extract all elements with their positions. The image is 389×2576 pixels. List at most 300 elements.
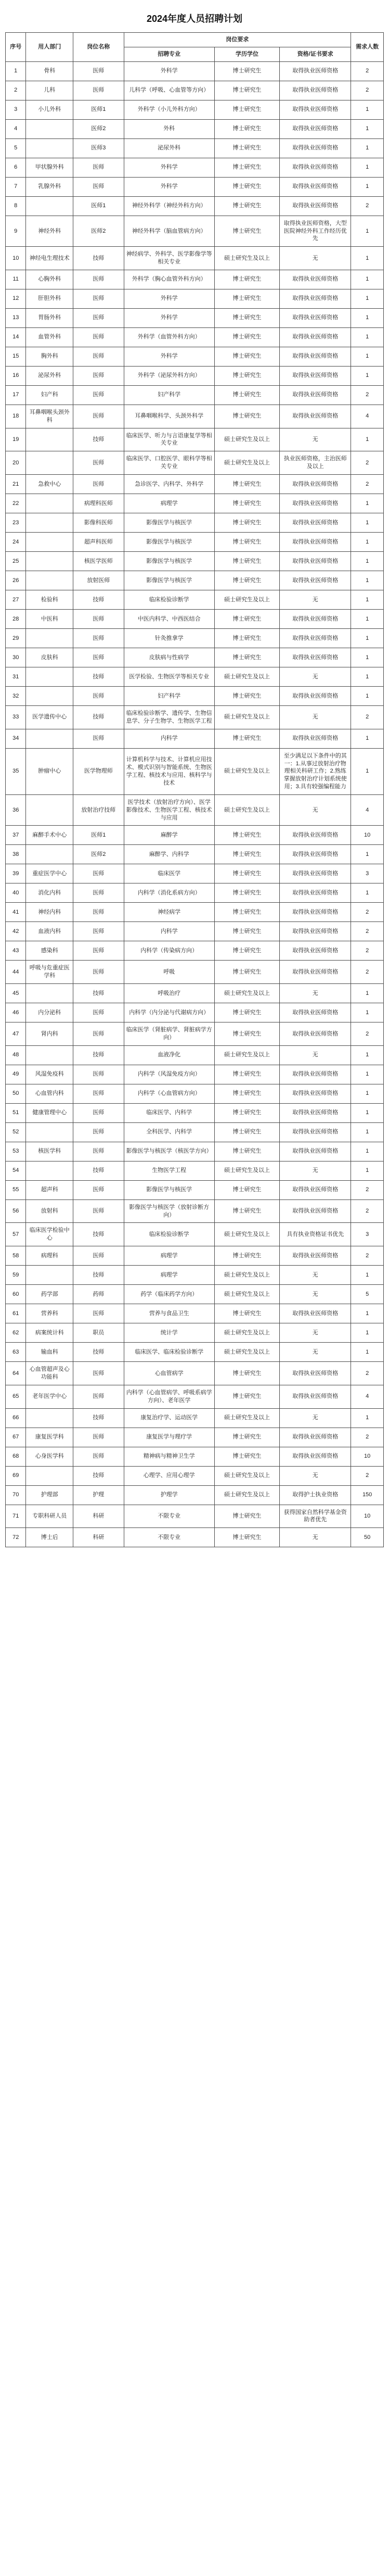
cell-major: 妇产科学 (124, 385, 214, 405)
cell-no: 58 (6, 1246, 26, 1266)
cell-dept: 耳鼻咽喉头颈外科 (26, 405, 73, 428)
cell-qualification: 取得执业医师资格 (280, 922, 351, 941)
cell-dept: 心胸外科 (26, 270, 73, 289)
cell-count: 2 (351, 705, 384, 729)
table-row (6, 590, 384, 609)
table-row (6, 883, 384, 903)
cell-dept: 检验科 (26, 590, 73, 609)
cell-major: 神经病学 (124, 903, 214, 922)
cell-dept: 医学遗传中心 (26, 705, 73, 729)
cell-qualification: 取得执业医师资格 (280, 61, 351, 81)
cell-dept: 胸外科 (26, 347, 73, 366)
cell-count: 1 (351, 667, 384, 686)
table-row (6, 748, 384, 794)
cell-major: 内科学 (124, 729, 214, 748)
cell-no: 42 (6, 922, 26, 941)
cell-count: 1 (351, 1065, 384, 1084)
table-row (6, 1223, 384, 1246)
cell-dept: 神经外科 (26, 216, 73, 247)
cell-education: 博士研究生 (214, 216, 279, 247)
cell-dept (26, 451, 73, 475)
cell-major: 病理学 (124, 1246, 214, 1266)
cell-no: 60 (6, 1285, 26, 1304)
cell-major: 外科学（泌尿外科方向） (124, 366, 214, 385)
table-row (6, 1485, 384, 1505)
cell-education: 博士研究生 (214, 826, 279, 845)
cell-qualification: 取得执业医师资格 (280, 845, 351, 864)
cell-position: 医师2 (73, 845, 124, 864)
cell-count: 1 (351, 100, 384, 119)
cell-major: 影像医学与核医学（放射诊断方向） (124, 1199, 214, 1223)
table-row (6, 1505, 384, 1528)
cell-position: 医师 (73, 1447, 124, 1466)
cell-count: 1 (351, 1304, 384, 1323)
cell-education: 博士研究生 (214, 196, 279, 216)
cell-count: 1 (351, 551, 384, 571)
cell-count: 2 (351, 385, 384, 405)
cell-major: 全科医学、内科学 (124, 1122, 214, 1142)
cell-position: 技师 (73, 705, 124, 729)
recruitment-table (5, 32, 384, 1547)
cell-qualification: 无 (280, 984, 351, 1003)
cell-count: 10 (351, 826, 384, 845)
table-row (6, 366, 384, 385)
header-requirements: 岗位要求 (124, 33, 351, 47)
cell-count: 1 (351, 428, 384, 451)
cell-education: 硕士研究生及以上 (214, 428, 279, 451)
cell-no: 20 (6, 451, 26, 475)
cell-major: 外科 (124, 119, 214, 138)
cell-no: 11 (6, 270, 26, 289)
cell-position: 医师 (73, 941, 124, 961)
cell-count: 1 (351, 1408, 384, 1428)
table-row (6, 984, 384, 1003)
cell-education: 博士研究生 (214, 609, 279, 628)
cell-major: 外科学 (124, 61, 214, 81)
cell-education: 硕士研究生及以上 (214, 1045, 279, 1065)
cell-count: 1 (351, 883, 384, 903)
cell-major: 药学（临床药学方向） (124, 1285, 214, 1304)
cell-education: 博士研究生 (214, 922, 279, 941)
cell-no: 18 (6, 405, 26, 428)
cell-dept: 麻醉手术中心 (26, 826, 73, 845)
cell-position: 技师 (73, 1408, 124, 1428)
cell-qualification: 取得执业医师资格 (280, 941, 351, 961)
cell-qualification: 无 (280, 794, 351, 826)
cell-count: 1 (351, 247, 384, 270)
cell-count: 3 (351, 864, 384, 883)
cell-qualification: 取得执业医师资格 (280, 1003, 351, 1022)
cell-qualification: 取得执业医师资格 (280, 385, 351, 405)
table-row (6, 571, 384, 590)
table-row (6, 158, 384, 177)
cell-education: 博士研究生 (214, 648, 279, 667)
cell-no: 48 (6, 1045, 26, 1065)
table-row (6, 1122, 384, 1142)
cell-qualification: 无 (280, 1343, 351, 1362)
cell-education: 博士研究生 (214, 405, 279, 428)
cell-education: 博士研究生 (214, 961, 279, 984)
cell-dept: 乳腺外科 (26, 177, 73, 196)
cell-position: 医师 (73, 1304, 124, 1323)
cell-education: 博士研究生 (214, 1304, 279, 1323)
cell-count: 3 (351, 1223, 384, 1246)
cell-major: 麻醉学 (124, 826, 214, 845)
table-row (6, 138, 384, 158)
cell-education: 硕士研究生及以上 (214, 667, 279, 686)
cell-major: 呼吸 (124, 961, 214, 984)
cell-no: 69 (6, 1466, 26, 1485)
cell-count: 2 (351, 1022, 384, 1046)
cell-dept (26, 1266, 73, 1285)
cell-count: 10 (351, 1505, 384, 1528)
table-row (6, 686, 384, 705)
cell-dept (26, 428, 73, 451)
cell-no: 9 (6, 216, 26, 247)
cell-position: 科研 (73, 1505, 124, 1528)
cell-education: 博士研究生 (214, 177, 279, 196)
cell-no: 29 (6, 628, 26, 648)
cell-count: 4 (351, 405, 384, 428)
cell-dept: 血管外科 (26, 327, 73, 347)
cell-no: 70 (6, 1485, 26, 1505)
cell-major: 麻醉学、内科学 (124, 845, 214, 864)
header-no: 序号 (6, 33, 26, 62)
cell-no: 71 (6, 1505, 26, 1528)
cell-qualification: 取得执业医师资格 (280, 119, 351, 138)
table-row (6, 1385, 384, 1408)
cell-qualification: 取得执业医师资格 (280, 1199, 351, 1223)
table-row (6, 1447, 384, 1466)
cell-major: 内科学（消化系病方向） (124, 883, 214, 903)
cell-major: 内科学（传染病方向） (124, 941, 214, 961)
cell-major: 血液净化 (124, 1045, 214, 1065)
cell-count: 1 (351, 1323, 384, 1343)
cell-education: 博士研究生 (214, 1362, 279, 1385)
cell-count: 10 (351, 1447, 384, 1466)
cell-qualification: 取得执业医师资格 (280, 366, 351, 385)
cell-no: 22 (6, 494, 26, 513)
cell-education: 硕士研究生及以上 (214, 1485, 279, 1505)
cell-education: 博士研究生 (214, 1246, 279, 1266)
cell-major: 针灸推拿学 (124, 628, 214, 648)
cell-major: 神经外科学（脑血管病方向） (124, 216, 214, 247)
cell-position: 医师 (73, 270, 124, 289)
cell-dept: 呼吸与危重症医学科 (26, 961, 73, 984)
table-row (6, 1003, 384, 1022)
cell-no: 15 (6, 347, 26, 366)
cell-count: 1 (351, 571, 384, 590)
cell-education: 博士研究生 (214, 138, 279, 158)
cell-dept: 超声科 (26, 1180, 73, 1199)
cell-count: 1 (351, 748, 384, 794)
cell-position: 医师 (73, 177, 124, 196)
cell-dept (26, 1408, 73, 1428)
cell-no: 66 (6, 1408, 26, 1428)
cell-major: 内科学（风湿免疫方向） (124, 1065, 214, 1084)
cell-position: 病理科医师 (73, 494, 124, 513)
cell-dept: 输血科 (26, 1343, 73, 1362)
cell-position: 医师1 (73, 100, 124, 119)
cell-major: 不限专业 (124, 1505, 214, 1528)
table-row (6, 729, 384, 748)
cell-education: 博士研究生 (214, 1065, 279, 1084)
cell-no: 13 (6, 308, 26, 327)
table-row (6, 270, 384, 289)
cell-qualification: 取得执业医师资格 (280, 289, 351, 308)
cell-count: 1 (351, 308, 384, 327)
header-position: 岗位名称 (73, 33, 124, 62)
cell-major: 临床检验诊断学、遗传学、生物信息学、分子生物学、生物医学工程 (124, 705, 214, 729)
cell-qualification: 无 (280, 1285, 351, 1304)
cell-qualification: 取得执业医师资格 (280, 100, 351, 119)
cell-major: 内科学（内分泌与代谢病方向） (124, 1003, 214, 1022)
cell-education: 硕士研究生及以上 (214, 1285, 279, 1304)
cell-qualification: 取得执业医师资格 (280, 308, 351, 327)
table-row (6, 1084, 384, 1103)
table-row (6, 961, 384, 984)
cell-position: 技师 (73, 667, 124, 686)
cell-count: 1 (351, 590, 384, 609)
cell-qualification: 无 (280, 1466, 351, 1485)
cell-qualification: 无 (280, 1408, 351, 1428)
cell-dept: 健康管理中心 (26, 1103, 73, 1122)
cell-count: 1 (351, 1266, 384, 1285)
cell-no: 23 (6, 513, 26, 532)
cell-education: 博士研究生 (214, 864, 279, 883)
cell-position: 科研 (73, 1528, 124, 1547)
cell-major: 外科学（胸心血管外科方向） (124, 270, 214, 289)
table-row (6, 648, 384, 667)
cell-qualification: 取得执业医师资格 (280, 883, 351, 903)
cell-count: 1 (351, 1003, 384, 1022)
cell-position: 医师 (73, 1180, 124, 1199)
cell-count: 50 (351, 1528, 384, 1547)
cell-education: 博士研究生 (214, 513, 279, 532)
cell-position: 医师 (73, 385, 124, 405)
cell-qualification: 取得执业医师资格 (280, 1022, 351, 1046)
table-row (6, 347, 384, 366)
cell-education: 博士研究生 (214, 1084, 279, 1103)
cell-major: 临床医学 (124, 864, 214, 883)
cell-qualification: 取得执业医师资格 (280, 81, 351, 100)
cell-qualification: 取得执业医师资格 (280, 1180, 351, 1199)
cell-major: 中医内科学、中西医结合 (124, 609, 214, 628)
cell-no: 67 (6, 1428, 26, 1447)
table-row (6, 1045, 384, 1065)
cell-no: 14 (6, 327, 26, 347)
cell-count: 1 (351, 1045, 384, 1065)
cell-qualification: 取得执业医师资格 (280, 1122, 351, 1142)
cell-count: 1 (351, 327, 384, 347)
table-row (6, 405, 384, 428)
cell-major: 外科学 (124, 308, 214, 327)
cell-count: 1 (351, 216, 384, 247)
cell-education: 博士研究生 (214, 628, 279, 648)
cell-qualification: 无 (280, 428, 351, 451)
cell-dept: 肾内科 (26, 1022, 73, 1046)
table-row (6, 513, 384, 532)
cell-count: 1 (351, 984, 384, 1003)
cell-major: 病理学 (124, 1266, 214, 1285)
cell-qualification: 取得执业医师资格 (280, 628, 351, 648)
cell-position: 技师 (73, 1343, 124, 1362)
cell-dept: 小儿外科 (26, 100, 73, 119)
cell-count: 2 (351, 1180, 384, 1199)
cell-count: 150 (351, 1485, 384, 1505)
table-row (6, 903, 384, 922)
cell-qualification: 无 (280, 1266, 351, 1285)
cell-dept: 重症医学中心 (26, 864, 73, 883)
table-row (6, 922, 384, 941)
cell-count: 1 (351, 1142, 384, 1161)
cell-major: 统计学 (124, 1323, 214, 1343)
cell-education: 博士研究生 (214, 1022, 279, 1046)
cell-dept (26, 1122, 73, 1142)
cell-education: 硕士研究生及以上 (214, 1466, 279, 1485)
cell-major: 内科学 (124, 922, 214, 941)
cell-education: 博士研究生 (214, 81, 279, 100)
cell-major: 生物医学工程 (124, 1161, 214, 1180)
cell-major: 营养与食品卫生 (124, 1304, 214, 1323)
cell-no: 56 (6, 1199, 26, 1223)
cell-major: 精神病与精神卫生学 (124, 1447, 214, 1466)
cell-major: 临床检验诊断学 (124, 590, 214, 609)
cell-no: 45 (6, 984, 26, 1003)
cell-major: 心理学、应用心理学 (124, 1466, 214, 1485)
cell-education: 硕士研究生及以上 (214, 590, 279, 609)
cell-position: 医师 (73, 1122, 124, 1142)
cell-count: 1 (351, 729, 384, 748)
cell-dept (26, 984, 73, 1003)
table-row (6, 609, 384, 628)
table-row (6, 327, 384, 347)
cell-position: 技师 (73, 1266, 124, 1285)
cell-position: 药师 (73, 1285, 124, 1304)
table-row (6, 451, 384, 475)
cell-education: 硕士研究生及以上 (214, 247, 279, 270)
cell-dept: 老年医学中心 (26, 1385, 73, 1408)
cell-major: 影像医学与核医学 (124, 532, 214, 551)
table-row (6, 196, 384, 216)
cell-no: 53 (6, 1142, 26, 1161)
cell-major: 心血管病学 (124, 1362, 214, 1385)
cell-major: 临床医学（肾脏病学、肾脏病学方向） (124, 1022, 214, 1046)
cell-count: 2 (351, 1466, 384, 1485)
cell-qualification: 无 (280, 590, 351, 609)
page-title: 2024年度人员招聘计划 (146, 14, 243, 24)
cell-qualification: 取得执业医师资格 (280, 571, 351, 590)
cell-major: 临床医学、临床检验诊断学 (124, 1343, 214, 1362)
cell-no: 6 (6, 158, 26, 177)
cell-count: 1 (351, 609, 384, 628)
cell-no: 32 (6, 686, 26, 705)
table-row (6, 385, 384, 405)
cell-dept (26, 119, 73, 138)
cell-major: 外科学 (124, 289, 214, 308)
table-row (6, 1304, 384, 1323)
cell-dept: 血液内科 (26, 922, 73, 941)
cell-dept: 病案统计科 (26, 1323, 73, 1343)
cell-no: 59 (6, 1266, 26, 1285)
cell-no: 62 (6, 1323, 26, 1343)
cell-major: 内科学（心血管病方向） (124, 1084, 214, 1103)
cell-qualification: 取得执业医师资格 (280, 532, 351, 551)
cell-major: 外科学 (124, 347, 214, 366)
cell-count: 2 (351, 1246, 384, 1266)
table-row (6, 845, 384, 864)
cell-major: 临床医学、口腔医学、眼科学等相关专业 (124, 451, 214, 475)
cell-dept (26, 513, 73, 532)
cell-no: 10 (6, 247, 26, 270)
cell-education: 博士研究生 (214, 494, 279, 513)
cell-dept: 心血管内科 (26, 1084, 73, 1103)
cell-no: 30 (6, 648, 26, 667)
cell-no: 25 (6, 551, 26, 571)
cell-no: 49 (6, 1065, 26, 1084)
cell-no: 51 (6, 1103, 26, 1122)
cell-position: 医师 (73, 81, 124, 100)
cell-no: 24 (6, 532, 26, 551)
cell-no: 47 (6, 1022, 26, 1046)
cell-position: 技师 (73, 984, 124, 1003)
cell-no: 36 (6, 794, 26, 826)
cell-qualification: 获得国家自然科学基金资助者优先 (280, 1505, 351, 1528)
table-row (6, 532, 384, 551)
cell-dept: 神经电生理技术 (26, 247, 73, 270)
cell-dept: 博士后 (26, 1528, 73, 1547)
cell-major: 影像医学与核医学 (124, 551, 214, 571)
cell-count: 1 (351, 686, 384, 705)
cell-dept: 肿瘤中心 (26, 748, 73, 794)
cell-qualification: 无 (280, 705, 351, 729)
cell-qualification: 取得执业医师资格 (280, 826, 351, 845)
cell-no: 28 (6, 609, 26, 628)
cell-dept: 药学部 (26, 1285, 73, 1304)
cell-position: 医师 (73, 864, 124, 883)
cell-major: 临床检验诊断学 (124, 1223, 214, 1246)
cell-major: 神经外科学（神经外科方向） (124, 196, 214, 216)
cell-education: 博士研究生 (214, 61, 279, 81)
cell-major: 神经病学、外科学、医学影像学等相关专业 (124, 247, 214, 270)
table-row (6, 216, 384, 247)
cell-count: 1 (351, 138, 384, 158)
cell-qualification: 无 (280, 1528, 351, 1547)
cell-major: 儿科学（呼吸、心血管等方向） (124, 81, 214, 100)
cell-qualification: 取得护士执业资格 (280, 1485, 351, 1505)
table-row (6, 864, 384, 883)
cell-qualification: 无 (280, 1161, 351, 1180)
cell-qualification: 取得执业医师资格 (280, 138, 351, 158)
cell-qualification: 取得执业医师资格 (280, 1065, 351, 1084)
cell-dept: 心血管超声及心功能科 (26, 1362, 73, 1385)
table-row (6, 1199, 384, 1223)
table-row (6, 1266, 384, 1285)
cell-education: 博士研究生 (214, 1142, 279, 1161)
cell-dept (26, 729, 73, 748)
cell-count: 1 (351, 532, 384, 551)
cell-no: 41 (6, 903, 26, 922)
cell-major: 皮肤病与性病学 (124, 648, 214, 667)
cell-position: 医师 (73, 451, 124, 475)
cell-no: 50 (6, 1084, 26, 1103)
cell-education: 博士研究生 (214, 571, 279, 590)
cell-qualification: 取得执业医师资格 (280, 1428, 351, 1447)
cell-education: 博士研究生 (214, 903, 279, 922)
cell-count: 2 (351, 196, 384, 216)
cell-education: 博士研究生 (214, 941, 279, 961)
cell-major: 影像医学与核医学（核医学方向） (124, 1142, 214, 1161)
